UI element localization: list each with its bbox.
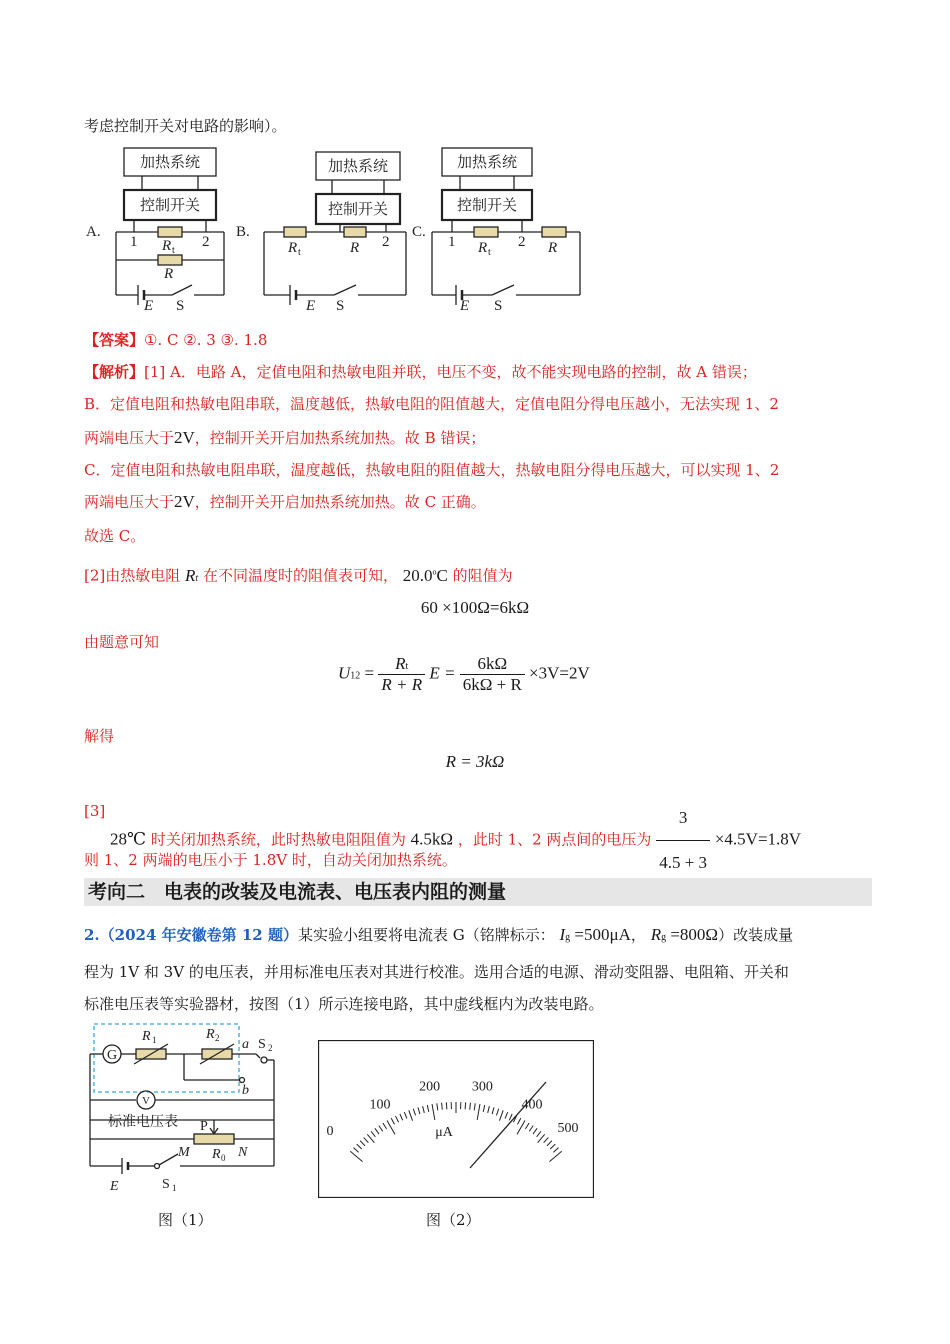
svg-text:R: R [162,238,172,254]
svg-text:1: 1 [448,234,456,250]
fraction-3: $\frac{3}{4.5 + 3}$ [656,796,710,885]
meter-tick [379,1126,383,1132]
question2-line-2: 程为 1V 和 3V 的电压表，并用标准电压表对其进行校准。选用合适的电源、滑动变阻器、电阻箱、开关和 [84,963,789,981]
fraction-rt: $\frac{Rt}{R + R}$ [378,654,425,695]
svg-text:R: R [478,240,488,256]
analysis-part-2: [2]由热敏电阻 Rt 在不同温度时的阻值表可知， 20.0$^o$C 的阻值为 [84,565,513,585]
svg-text:1: 1 [172,1183,177,1193]
meter-tick [553,1148,558,1153]
svg-text:1: 1 [152,1035,157,1045]
section-title: 考向二 电表的改装及电流表、电压表内阻的测量 [84,878,872,906]
meter-tick [525,1123,529,1129]
question2-line-1: 2.（2024 年安徽卷第 12 题）某实验小组要将电流表 G（铭牌标示： Ig =500μA， Rg =800Ω）改装成量 [84,925,794,944]
meter-tick [400,1114,403,1120]
meter-frame [319,1041,594,1198]
meter-tick [474,1103,475,1110]
meter-tick [496,1109,498,1116]
math-2v: 2V [174,492,195,511]
svg-text:t: t [488,247,491,258]
meter-tick [547,1141,552,1146]
svg-text:S: S [162,1177,170,1192]
svg-text:C.: C. [412,224,426,240]
meter-tick [383,1123,387,1129]
svg-text:0: 0 [221,1153,226,1163]
svg-text:B.: B. [236,224,250,240]
svg-text:R: R [164,266,174,282]
svg-text:S: S [176,298,185,314]
analysis-line-1: 【解析】[1] A．电路 A，定值电阻和热敏电阻并联，电压不变，故不能实现电路的控制，故 A 错误； [84,363,757,381]
figure-1-circuit [84,1018,294,1238]
meter-tick [505,1112,508,1118]
choose-line: 故选 C。 [84,527,146,545]
svg-text:S: S [336,298,345,314]
meter-tick [396,1116,399,1122]
question-tag: 2.（2024 年安徽卷第 12 题） [84,926,298,944]
equation-3: R = 3kΩ [445,752,505,771]
svg-text:A.: A. [86,224,101,240]
svg-text:V: V [142,1095,150,1107]
analysis-line-2: B．定值电阻和热敏电阻串联，温度越低，热敏电阻的阻值越大，定值电阻分得电压越小，无法实现 1、2 [84,395,779,413]
analysis-part-3-tail: 则 1、2 两端的电压小于 1.8V 时，自动关闭加热系统。 [84,851,457,869]
svg-text:R: R [212,1147,221,1162]
intro-text: 考虑控制开关对电路的影响）。 [84,117,287,135]
svg-text:标准电压表: 标准电压表 [108,1115,178,1130]
svg-text:控制开关: 控制开关 [456,198,518,214]
svg-text:E: E [460,298,470,314]
meter-tick [442,1103,443,1110]
figure-2-caption: 图（2） [426,1211,481,1229]
svg-text:S: S [258,1037,266,1052]
meter-tick [357,1144,362,1149]
svg-text:2: 2 [215,1033,220,1043]
svg-text:控制开关: 控制开关 [327,202,389,218]
meter-tick [509,1114,512,1120]
meter-tick [375,1128,379,1134]
analysis-part-3: [3] 28℃ 时关闭加热系统，此时热敏电阻阻值为 4.5kΩ ，此时 1、2 两点间的电压为 $\frac{3}{4.5 + 3}$ ×4.5V=1.8V [84,796,801,840]
svg-text:2: 2 [382,234,390,250]
meter-tick [533,1128,537,1134]
svg-text:2: 2 [518,234,526,250]
svg-text:R: R [350,240,360,256]
meter-tick [518,1118,521,1124]
svg-text:E: E [144,298,154,314]
meter-tick [550,1144,555,1149]
math-temp: 20.0$^o$C [402,565,448,585]
meter-tick [492,1107,494,1114]
svg-text:1: 1 [130,234,138,250]
meter-tick [537,1131,541,1137]
svg-text:2: 2 [268,1043,273,1053]
meter-tick [483,1105,484,1112]
meter-tick [529,1126,533,1132]
meter-tick [391,1118,394,1124]
svg-text:R: R [548,240,558,256]
meter-tick [360,1141,365,1146]
answer-text: ①. C ②. 3 ③. 1.8 [144,331,268,349]
known-label: 由题意可知 [84,633,160,651]
svg-text:R: R [206,1027,215,1042]
meter-tick-label: 400 [521,1097,543,1113]
meter-tick [470,1103,471,1110]
svg-text:E: E [110,1179,119,1194]
meter-unit: μA [435,1125,453,1140]
meter-tick [423,1106,425,1113]
meter-tick [432,1104,435,1120]
meter-tick [538,1134,545,1142]
svg-text:E: E [306,298,316,314]
analysis-line-3: 两端电压大于2V，控制开关开启加热系统加热。故 B 错误； [84,428,486,447]
svg-text:加热系统: 加热系统 [456,155,518,171]
meter-needle [470,1082,546,1168]
meter-tick [549,1151,561,1161]
meter-tick [413,1109,415,1116]
svg-text:t: t [172,245,175,256]
meter-tick [367,1134,374,1142]
meter-tick [427,1105,428,1112]
answer-tag: 【答案】 [84,331,145,349]
analysis-tag: 【解析】 [84,363,145,381]
solve-label: 解得 [84,727,115,745]
svg-text:b: b [242,1083,249,1098]
question2-line-3: 标准电压表等实验器材，按图（1）所示连接电路，其中虚线框内为改装电路。 [84,995,604,1013]
meter-tick [477,1104,480,1120]
svg-text:加热系统: 加热系统 [139,155,201,171]
meter-tick [364,1137,369,1142]
meter-tick [488,1106,490,1113]
svg-text:G: G [106,1048,118,1063]
meter-tick [418,1107,420,1114]
svg-text:P: P [200,1119,208,1134]
svg-text:加热系统: 加热系统 [327,159,389,175]
equation-1: 60 ×100Ω=6kΩ [420,598,530,617]
math-rt: Rt [185,565,199,585]
svg-text:a: a [242,1037,249,1052]
meter-tick [499,1110,503,1120]
meter-tick [437,1103,438,1110]
meter-tick-label: 200 [419,1079,441,1095]
equation-2: U12 = $\frac{Rt}{R + R}$ E = $\frac{6k\Omega}{6k\Omega + R}$ ×3V=2V [338,654,590,694]
svg-text:控制开关: 控制开关 [139,198,201,214]
svg-text:M: M [178,1145,190,1160]
meter-tick [371,1131,375,1137]
meter-tick-label: 500 [557,1121,579,1136]
analysis-line-5: 两端电压大于2V，控制开关开启加热系统加热。故 C 正确。 [84,492,486,511]
svg-text:2: 2 [202,234,210,250]
answer-line [84,330,267,350]
circuit-options-figure [84,140,604,315]
analysis-line-4: C．定值电阻和热敏电阻串联，温度越低，热敏电阻的阻值越大，热敏电阻分得电压越大，可以实现 1、2 [84,461,780,479]
math-2v: 2V [174,428,195,447]
meter-tick-label: 100 [369,1097,391,1113]
meter-tick [409,1110,413,1120]
meter-tick-label: 0 [326,1124,334,1139]
figure-2-meter [318,1040,594,1198]
meter-tick [404,1112,407,1118]
svg-text:S: S [494,298,503,314]
meter-tick-label: 300 [471,1079,493,1095]
meter-tick [353,1148,358,1153]
meter-tick [350,1151,362,1161]
svg-text:t: t [298,247,301,258]
svg-text:R: R [142,1029,151,1044]
svg-text:N: N [238,1145,248,1160]
fraction-6k: $\frac{6k\Omega}{6k\Omega + R}$ [460,654,525,695]
figure-1-caption: 图（1） [158,1211,213,1229]
meter-tick [544,1137,549,1142]
svg-text:R: R [288,240,298,256]
